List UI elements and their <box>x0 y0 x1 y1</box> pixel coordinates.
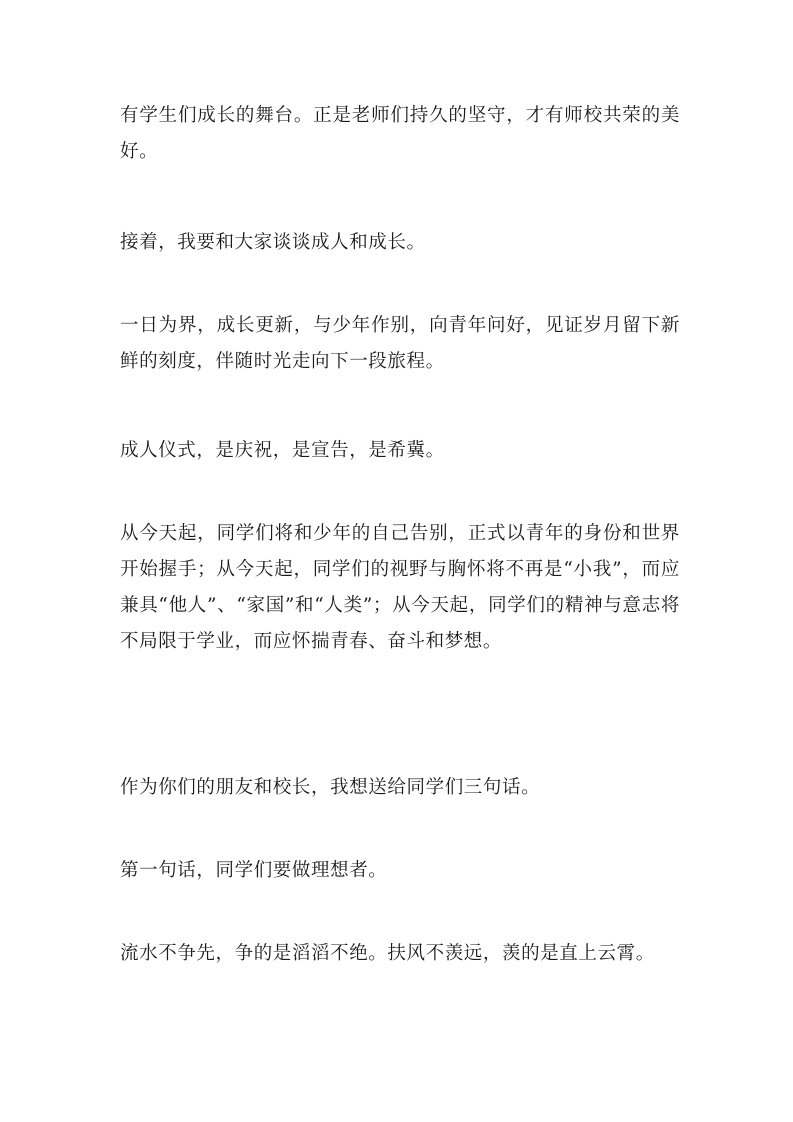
paragraph-2: 接着，我要和大家谈谈成人和成长。 <box>120 232 426 253</box>
paragraph-5: 从今天起，同学们将和少年的自己告别，正式以青年的身份和世界开始握手；从今天起，同学们的视野与胸怀将不再是“小我”，而应兼具“他人”、“家国”和“人类”；从今天起，同学们的精神与意志将不局限于学业，而应怀揣青春、奋斗和梦想。 <box>120 523 680 652</box>
paragraph-1: 有学生们成长的舞台。正是老师们持久的坚守，才有师校共荣的美好。 <box>120 105 680 162</box>
paragraph-6: 作为你们的朋友和校长，我想送给同学们三句话。 <box>120 777 541 798</box>
paragraph-8: 流水不争先，争的是滔滔不绝。扶风不羡远，羡的是直上云霄。 <box>120 943 655 964</box>
paragraph-7: 第一句话，同学们要做理想者。 <box>120 860 388 881</box>
paragraph-4: 成人仪式，是庆祝，是宣告，是希冀。 <box>120 440 445 461</box>
paragraph-3: 一日为界，成长更新，与少年作别，向青年问好，见证岁月留下新鲜的刻度，伴随时光走向下一段旅程。 <box>120 315 680 372</box>
